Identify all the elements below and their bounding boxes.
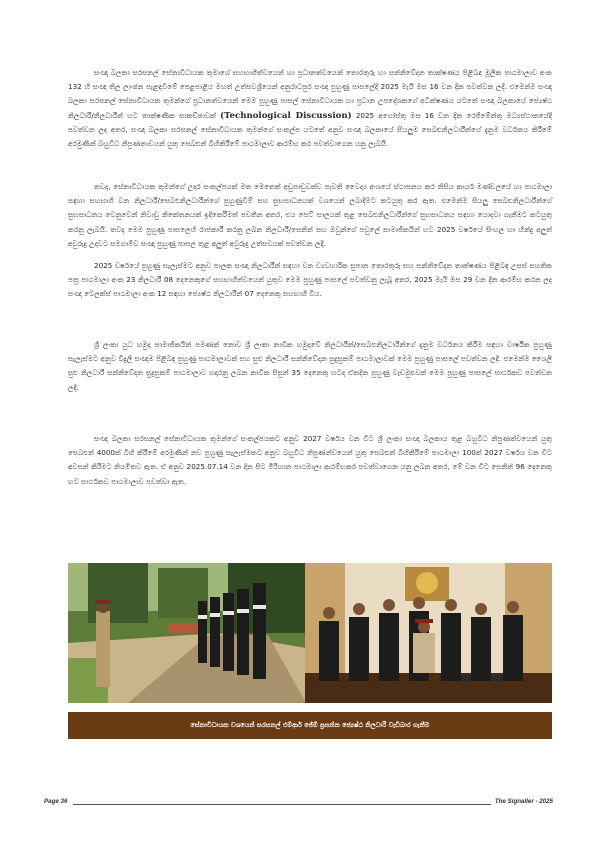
group-photo [305,563,552,703]
paragraph-1 [68,66,552,151]
paragraph-5 [68,432,552,489]
guard-of-honour-image [68,563,306,703]
paragraph-4-text: ශ්‍රී ලංකා යුධ හමුදා සාමාජිකයින් පමණක් නොව ශ්‍රී ලංකා නාවික හමුදාවේ නිලධාරීන්/සෙබළුනිලධාරීන්ගේ දැනුම වර්ධනය කිරීම සඳහා වාර්ෂික පුහුණු සැලැස්මට අනුව විදුලි සංඥාම පිළිබඳ පුහුණු පාඨමාලාවක් සහ සුළු නිලධාරී සන්නිවේදන සුදුසුකම් පාඨමාලාවක් මෙම පුහුණු පාසලේ පවත්වන ලදී. එමෙන්ම ශෛලි සුළු නිලධාරී සන්නිවේදන සුදුසුකම් පාඨමාලාව හදාරනු ලබන නාවික සිසුන් 35 දෙනෙකු හටද ඒකදින පුහුණු වැඩමුළුවක් මෙම පුහුණු පාසලේ සාර්ථකව පවත්වන ලදී. [68,340,552,392]
paragraph-3-text: 2025 වර්ෂයේ පුහුණු සැලැස්මට අනුව පාලක සංඥා නිලධාරීන් සඳහා වන ව්‍යවහාරික සුපාන තොරතුරු සහ සන්නිවේදන තාක්ෂණය පිළිබඳ උසස් සහතික පත්‍ර පාඨමාලා අංක 23 නිලධාරී 08 දෙනෙකුගේ සහභාගීත්වයෙන් යුතුව මෙම පුහුණු පාසලේ පවත්වනු ලැබූ අතර, 2025 මැයි මස 29 වන දින ආරම්භ කරන ලද සංඥා ටෙලක්ස් පාඨමාලා අංක 12 සඳහා ජ්‍යෙෂ්ඨ නිලධාරීන් 07 දෙනෙකු සහභාගී විය. [68,261,552,299]
paragraph-2 [68,180,552,251]
paragraph-4 [68,338,552,395]
paragraph-5-text: සංඥා බලකා සරසනල් සේනාවිධායක තුමන්ගේ සංකල්පයකට අනුව 2027 වර්ෂය වන විට ශ්‍රී ලංකා සංඥා බලකාය තුළ බහුවිධ නිපුණත්වයෙන් යුතු සෙබළුන් 4000ක් බිහි කිරීමේ අරමුණින් නව පුහුණු සැලැස්මකට අනුව බහුවිධ නිපුණත්වයෙන් යුතු සෙබළුන් බිහිකිරීමේ පාඨමාලා 100ක් 2027 වර්ෂය වන විට අවසන් කිරීමට නියමිතව ඇත. ඒ අනුව 2025.07.14 වන දින සිට මිරිහාන පාඨමාලා ආරම්භකර පවත්වාගෙන යනු ලබන අතර, මේ වන විට සෙනින් 96 දෙනෙකු හට සාර්ථකව පාඨමාලාව පවත්වා ඇත. [68,434,552,486]
page-number: Page 36 [44,798,73,805]
paragraph-1-text-end: 2025 අගෝස්තු මස 16 වන දින රෙජිමේන්තු මධ්‍යස්ථානයේදී පවත්වන ලද අතර, සංඥා බලකා සරසනල් සේනාවිධායක තුමන්ගේ සංකල්ප යටතේ අනුව සංඥා බලකායේ සියලුම සෙබළුනිලධාරීන්ගේ දැනුම වර්ධනය කිරීමේ අරමුණින් බහුවිධ නිපුණතාවයන් යුතු සෙබළුන් බිහිකිරීමේ පාඨමාලාව ආරම්භ කර පවත්වාගෙන යනු ලැබයි. [68,110,552,149]
guard-of-honour-photo [68,563,306,703]
photo-caption: සේනාවිධායක වශයෙන් සරසනල් එම්ආර් ජේම් ප්‍රසන්න ජ්‍යෙෂ්ඨ නිලධාරී වැඩිබාර ගැනීම [190,721,430,729]
group-image [305,563,552,703]
paragraph-1-text: සංඥා බලකා සරසනල් සේනාවිධායක තුමාගේ සහභාගීත්වයෙන් හා ප්‍රධානත්වයෙන් තොරතුරු හා සන්නිවේදන තාක්ෂණය පිළිබඳ මූලික පාඨමාලාව අංක 132 හි සංඥා තිල ලාංඡන පැළඳවීමේ පෙළපාළිය මහත් උත්සවශ්‍රීයෙන් අනුරාධපුර සංඥා පුහුණු පාසලේදී 2025 මැයි මස 16 වන දින පවත්වන ලදී. එමෙන්ම සංඥා බලකා සරසනල් සේනාවිධායක තුමන්ගේ ප්‍රධානත්වයෙන් මෙම පුහුණු පාසල් සේනාවිධායක හා ප්‍රධාන උපදේශකගේ අධීක්ෂණය යටතේ සංඥා බලකායේ ජ්‍යෙෂ්ඨ නිලධාරී/නිලධාරීන් හට තාක්ෂණික සාකච්ඡාවක් [68,68,552,120]
photo-caption-bar [68,712,552,739]
footer-rule [68,804,539,805]
paragraph-3 [68,259,552,302]
paragraph-2-text: තවද, සේනාවිධායක තුමන්ගේ උදාර සංකල්පයක් මත මෙතෙක් අඩුපාඩුවක්ව පැවති වෛද්‍ය අංශයේ ස්ථාපනය කර නිසිය කාර්ය මණ්ඩලයේ හා පාඨමාලා සඳහා සහභාගී වන නිලධාරී/සෙබළුනිලධාරීන්ගේ පුහුණුවීම් සහ සුභසාධනයක් වශයෙන් ලබාදීමට කටයුතු කර ඇත. එමෙන්ම සියලු සෙබළුනිලධාරීන්ගේ සුභසාධනය වෙනුවෙන් නිවාඩු නිකේතනයක් ඉදිකෙරීමත් පවතින අතර, එය සෙට් සාලයක් තුළ සෙබළුනිලධාරීන්ගේ සුභසාධනය සඳහා යොදවා ගැනීමට කටයුතු කරනු ලැබයි. තවද මෙම පුහුණු පාසලෙහි රාජකාරී කරනු ලබන නිලධාරී/සෙනින් සහ ඔවුන්ගේ පවුලේ සාමාජිකයින් හට 2025 වර්ෂයේ සිංහල හා හින්දු අලුත් අවුරුදු උදාවට සමගාමීව සංඥා පුහුණු පාසල තුළ අලුත් අවුරුදු උත්සවයක් පවත්වන ලදී. [68,182,552,248]
publication-title: The Signaller - 2025 [491,798,553,805]
paragraph-1-bold: (Technological Discussion) [220,110,352,121]
